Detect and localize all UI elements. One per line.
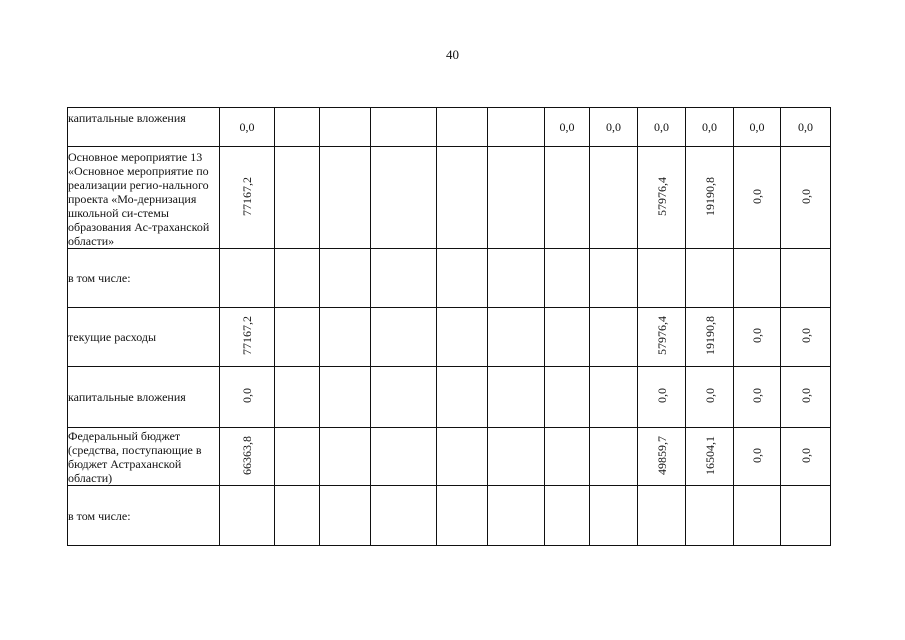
- value-cell: [638, 428, 686, 486]
- value-cell: [437, 147, 488, 249]
- value-cell: [545, 249, 590, 308]
- value-cell: [220, 367, 275, 428]
- budget-table: [67, 107, 831, 546]
- row-label: капитальные вложения: [68, 367, 220, 428]
- value-cell: [686, 367, 734, 428]
- value-cell: [781, 428, 831, 486]
- value-cell: [275, 367, 320, 428]
- value-cell: [488, 147, 545, 249]
- value-cell: [734, 486, 781, 546]
- value-cell: [220, 108, 275, 147]
- value-cell: [734, 308, 781, 367]
- value-cell: [320, 249, 371, 308]
- value-cell: [320, 147, 371, 249]
- cell-value: 77167,2: [240, 316, 254, 355]
- value-cell: [275, 147, 320, 249]
- value-cell: [437, 249, 488, 308]
- value-cell: [638, 147, 686, 249]
- value-cell: [638, 308, 686, 367]
- cell-value: 0,0: [749, 120, 765, 134]
- value-cell: [781, 147, 831, 249]
- value-cell: [686, 308, 734, 367]
- cell-value: 77167,2: [240, 176, 254, 216]
- value-cell: [488, 367, 545, 428]
- value-cell: [734, 108, 781, 147]
- value-cell: [638, 486, 686, 546]
- cell-value: 0,0: [798, 188, 813, 204]
- row-label: текущие расходы: [68, 308, 220, 367]
- cell-value: 0,0: [798, 447, 813, 463]
- value-cell: [686, 249, 734, 308]
- cell-value: 0,0: [798, 120, 813, 134]
- value-cell: [488, 308, 545, 367]
- cell-value: 0,0: [798, 328, 813, 343]
- row-label: Основное мероприятие 13 «Основное мероприятие по реализации регио-нального проекта «Мо-дернизация школьной си-стемы образования Ас-траханской области»: [68, 147, 220, 249]
- value-cell: [320, 486, 371, 546]
- value-cell: [734, 428, 781, 486]
- value-cell: [590, 486, 638, 546]
- page-number: 40: [446, 47, 459, 62]
- value-cell: [781, 367, 831, 428]
- value-cell: [488, 428, 545, 486]
- value-cell: [437, 486, 488, 546]
- value-cell: [734, 367, 781, 428]
- value-cell: [220, 486, 275, 546]
- value-cell: [371, 108, 437, 147]
- cell-value: 0,0: [702, 388, 717, 403]
- value-cell: [686, 428, 734, 486]
- value-cell: [371, 147, 437, 249]
- value-cell: [371, 486, 437, 546]
- value-cell: [781, 308, 831, 367]
- value-cell: [590, 249, 638, 308]
- cell-value: 0,0: [750, 388, 764, 403]
- cell-value: 0,0: [654, 120, 669, 134]
- cell-value: 0,0: [240, 388, 254, 403]
- table-row: [68, 249, 831, 308]
- value-cell: [638, 249, 686, 308]
- value-cell: [686, 147, 734, 249]
- cell-value: 0,0: [559, 120, 575, 134]
- value-cell: [371, 249, 437, 308]
- value-cell: [220, 147, 275, 249]
- cell-value: 16504,1: [702, 435, 717, 475]
- cell-value: 66363,8: [240, 435, 254, 475]
- row-label: в том числе:: [68, 249, 220, 308]
- cell-value: 0,0: [750, 188, 764, 204]
- cell-value: 19190,8: [702, 176, 717, 216]
- value-cell: [545, 308, 590, 367]
- table-row: [68, 308, 831, 367]
- table-row: [68, 486, 831, 546]
- cell-value: 0,0: [702, 120, 717, 134]
- cell-value: 0,0: [606, 120, 621, 134]
- row-label: капитальные вложения: [68, 108, 220, 147]
- value-cell: [275, 486, 320, 546]
- value-cell: [371, 428, 437, 486]
- value-cell: [545, 486, 590, 546]
- value-cell: [371, 367, 437, 428]
- value-cell: [320, 428, 371, 486]
- value-cell: [686, 108, 734, 147]
- value-cell: [590, 147, 638, 249]
- value-cell: [488, 108, 545, 147]
- value-cell: [437, 367, 488, 428]
- cell-value: 0,0: [750, 447, 764, 463]
- value-cell: [734, 249, 781, 308]
- value-cell: [781, 108, 831, 147]
- value-cell: [545, 147, 590, 249]
- table-row: [68, 428, 831, 486]
- value-cell: [437, 308, 488, 367]
- value-cell: [590, 367, 638, 428]
- value-cell: [545, 367, 590, 428]
- cell-value: 57976,4: [654, 316, 669, 355]
- value-cell: [545, 428, 590, 486]
- value-cell: [437, 108, 488, 147]
- value-cell: [220, 428, 275, 486]
- value-cell: [488, 249, 545, 308]
- value-cell: [275, 108, 320, 147]
- value-cell: [734, 147, 781, 249]
- value-cell: [590, 308, 638, 367]
- cell-value: 19190,8: [702, 316, 717, 355]
- value-cell: [320, 367, 371, 428]
- value-cell: [545, 108, 590, 147]
- value-cell: [488, 486, 545, 546]
- table-row: [68, 367, 831, 428]
- cell-value: 0,0: [654, 388, 669, 403]
- value-cell: [275, 308, 320, 367]
- cell-value: 49859,7: [654, 435, 669, 475]
- cell-value: 0,0: [239, 120, 255, 134]
- value-cell: [590, 108, 638, 147]
- value-cell: [275, 249, 320, 308]
- value-cell: [590, 428, 638, 486]
- value-cell: [437, 428, 488, 486]
- value-cell: [275, 428, 320, 486]
- row-label: в том числе:: [68, 486, 220, 546]
- value-cell: [320, 308, 371, 367]
- value-cell: [638, 108, 686, 147]
- value-cell: [371, 308, 437, 367]
- cell-value: 0,0: [750, 328, 764, 343]
- row-label: Федеральный бюджет (средства, поступающие в бюджет Астраханской области): [68, 428, 220, 486]
- value-cell: [781, 249, 831, 308]
- table-row: [68, 147, 831, 249]
- value-cell: [638, 367, 686, 428]
- cell-value: 57976,4: [654, 176, 669, 216]
- table-row: [68, 108, 831, 147]
- value-cell: [781, 486, 831, 546]
- cell-value: 0,0: [798, 388, 813, 403]
- value-cell: [320, 108, 371, 147]
- value-cell: [686, 486, 734, 546]
- value-cell: [220, 249, 275, 308]
- value-cell: [220, 308, 275, 367]
